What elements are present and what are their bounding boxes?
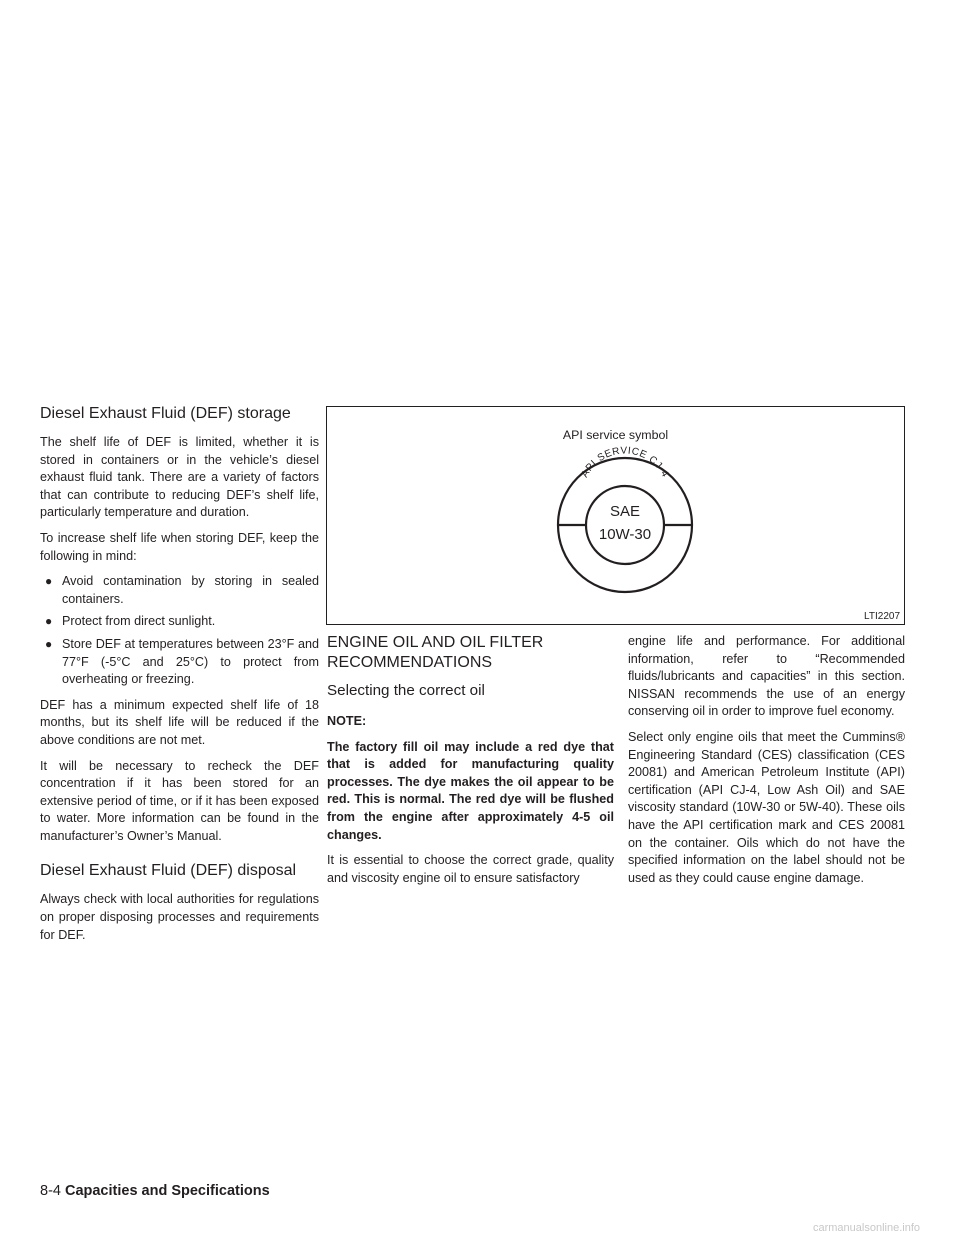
bullet-icon: ● xyxy=(45,574,53,589)
ring-text: API SERVICE CJ-4 xyxy=(579,445,671,480)
def-storage-paragraph-3: DEF has a minimum expected shelf life of 18 months, but its shelf life will be reduced if the above conditions are not met. xyxy=(40,697,319,747)
page-footer xyxy=(40,1183,270,1199)
section-title: Capacities and Specifications xyxy=(64,1183,270,1199)
figure-code: LTI2207 xyxy=(864,611,900,622)
sae-label: SAE xyxy=(609,503,641,520)
def-storage-heading: Diesel Exhaust Fluid (DEF) storage xyxy=(40,405,291,422)
def-storage-bullet-list xyxy=(40,573,319,689)
bullet-icon: ● xyxy=(45,614,53,629)
oil-paragraph-2: engine life and performance. For additional information, refer to “Recommended fluids/lubricants and capacities” in this section. NISSAN recommends the use of an energy conserving oil in order to improve fuel economy. xyxy=(628,634,905,719)
oil-paragraph-1: It is essential to choose the correct grade, quality and viscosity engine oil to ensure satisfactory xyxy=(327,853,614,885)
left-column xyxy=(40,404,319,952)
middle-column xyxy=(327,633,614,895)
def-disposal-heading: Diesel Exhaust Fluid (DEF) disposal xyxy=(40,862,297,880)
bullet-item: ● Protect from direct sunlight. xyxy=(40,613,319,631)
def-storage-paragraph-1: The shelf life of DEF is limited, whether it is stored in containers or in the vehicle’s diesel exhaust fluid tank. There are a variety of factors that can contribute to reducing DEF’s shelf life, particularly temperature and duration. xyxy=(40,435,319,520)
engine-oil-heading: ENGINE OIL AND OIL FILTER RECOMMENDATIONS xyxy=(327,634,544,671)
bullet-icon: ● xyxy=(45,636,53,651)
selecting-oil-subheading: Selecting the correct oil xyxy=(327,682,485,699)
api-service-symbol-figure xyxy=(326,406,905,625)
def-disposal-paragraph: Always check with local authorities for regulations on proper disposing processes and requirements for DEF. xyxy=(40,892,319,942)
note-text: The factory fill oil may include a red dye that that is added for manufacturing quality processes. The dye makes the oil appear to be red. This is normal. The red dye will be flushed from the engine after approximately 4-5 oil changes. xyxy=(327,739,614,842)
bullet-item: ● Avoid contamination by storing in sealed containers. xyxy=(45,574,319,606)
def-storage-paragraph-4: It will be necessary to recheck the DEF concentration if it has been stored for an extensive period of time, or if it has been exposed to water. More information can be found in the manufacturer’s Owner’s Manual. xyxy=(40,758,319,843)
right-column xyxy=(628,633,905,895)
oil-paragraph-3: Select only engine oils that meet the Cummins® Engineering Standard (CES) classification (CES 20081) and American Petroleum Institute (API) certification (API CJ-4, Low Ash Oil) and SAE viscosity standard (10W-30 or 5W-40). These oils have the API certification mark and CES 20081 on the container. Oils which do not have the specified information on the label should not be used as they could cause engine damage. xyxy=(628,729,905,885)
api-donut-symbol-icon xyxy=(327,407,906,626)
note-label: NOTE: xyxy=(327,714,367,728)
bullet-item: ● Store DEF at temperatures between 23°F and 77°F (-5°C and 25°C) to protect from overheating or freezing. xyxy=(45,636,319,687)
def-storage-paragraph-2: To increase shelf life when storing DEF, keep the following in mind: xyxy=(40,530,319,563)
page-number: 8-4 xyxy=(40,1183,61,1199)
inner-circle xyxy=(586,486,664,564)
watermark: carmanualsonline.info xyxy=(812,1222,920,1234)
figure-caption: API service symbol xyxy=(562,428,669,442)
viscosity-label: 10W-30 xyxy=(598,526,652,543)
